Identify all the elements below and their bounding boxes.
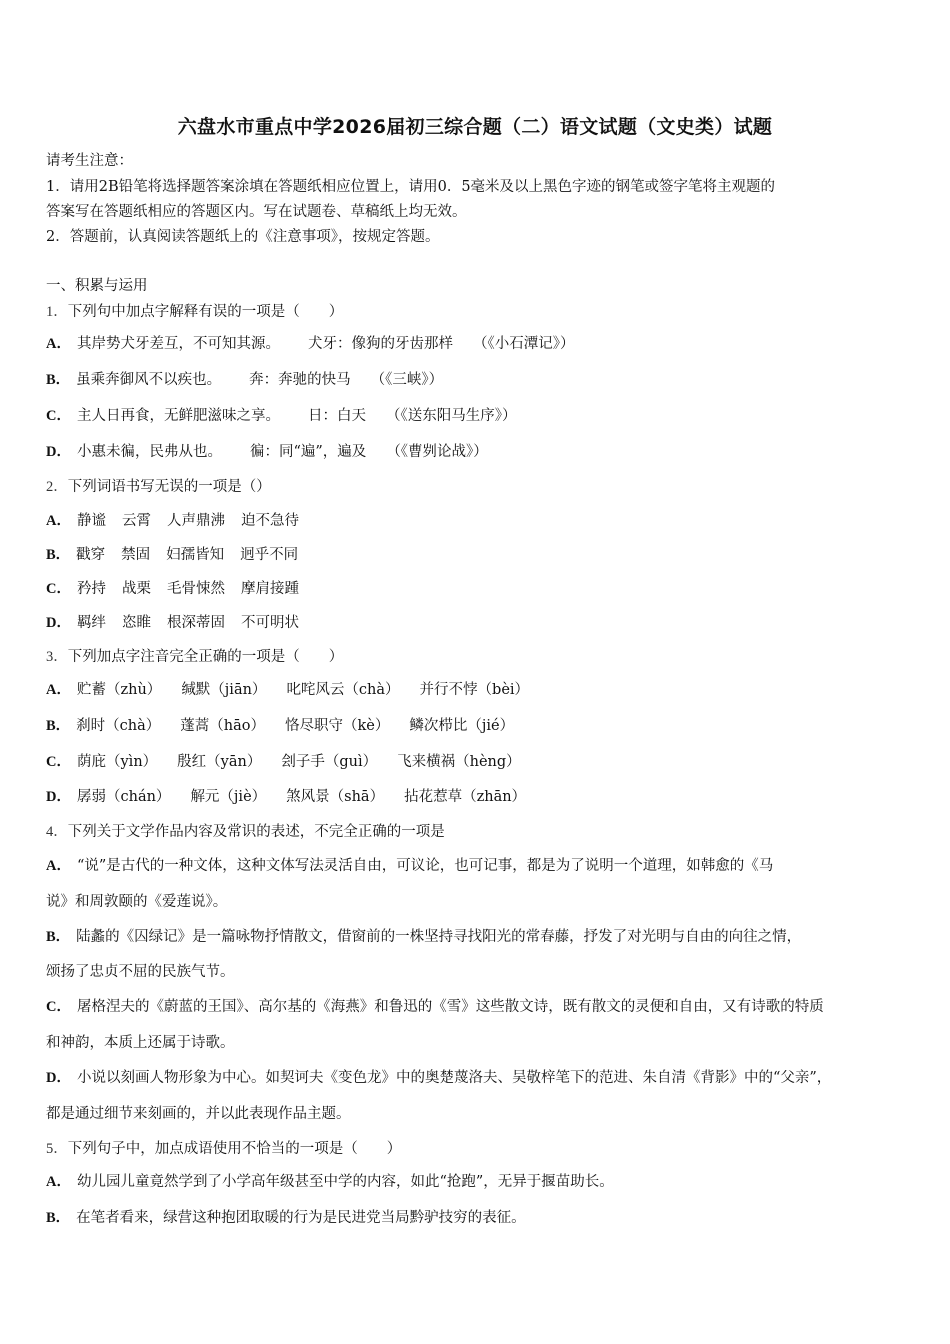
option-explanation: 日：白天 <box>307 408 366 424</box>
option-text: 主人日再食，无鲜肥滋味之享。 <box>76 408 280 424</box>
option-label: B． <box>46 1210 71 1226</box>
option-text: 幼儿园儿童竟然学到了小学高年级甚至中学的内容，如此“抢跑”，无异于揠苗助长。 <box>76 1174 614 1190</box>
option-word: 根深蒂固 <box>166 615 225 631</box>
option-word: 战栗 <box>121 581 151 597</box>
question-2-stem <box>46 477 271 497</box>
question-1-option-a <box>46 334 574 354</box>
question-1-option-d <box>46 442 488 462</box>
option-word: 飞来横祸（hèng） <box>397 754 521 770</box>
option-word: 缄默（jiān） <box>181 682 267 698</box>
page-title: 六盘水市重点中学2026届初三综合题（二）语文试题（文史类）试题 <box>177 116 773 138</box>
question-3-option-d <box>46 787 526 807</box>
option-label: D． <box>46 444 71 460</box>
question-text: 下列句子中，加点成语使用不恰当的一项是（ ） <box>67 1141 402 1157</box>
question-number: 4． <box>46 824 68 840</box>
option-source: （《小石潭记》） <box>472 336 575 352</box>
question-number: 1． <box>46 304 68 320</box>
option-label: D． <box>46 615 71 631</box>
option-label: C． <box>46 581 71 597</box>
option-text: 屠格涅夫的《蔚蓝的王国》、高尔基的《海燕》和鲁迅的《雪》这些散文诗，既有散文的灵便和自由，又有诗歌的特质 <box>76 999 824 1015</box>
option-label: A． <box>46 682 71 698</box>
option-label: B． <box>46 547 71 563</box>
question-4-option-b-line-2: 颂扬了忠贞不屈的民族气节。 <box>46 964 235 980</box>
option-label: A． <box>46 513 71 529</box>
option-word: 孱弱（chán） <box>76 789 171 805</box>
option-label: B． <box>46 372 71 388</box>
option-text: “说”是古代的一种文体，这种文体写法灵活自由，可议论，也可记事，都是为了说明一个道理，如韩愈的《马 <box>76 858 774 874</box>
question-number: 3． <box>46 649 68 665</box>
option-word: 刹时（chà） <box>76 718 161 734</box>
option-word: 矜持 <box>76 581 106 597</box>
option-word: 迥乎不同 <box>240 547 299 563</box>
option-word: 恪尽职守（kè） <box>285 718 390 734</box>
option-explanation: 奔：奔驰的快马 <box>249 372 351 388</box>
question-3-option-a <box>46 680 529 700</box>
question-text: 下列句中加点字解释有误的一项是（ ） <box>67 304 344 320</box>
option-word: 静谧 <box>76 513 106 529</box>
question-1-option-b <box>46 370 443 390</box>
question-3-stem <box>46 647 343 667</box>
option-word: 贮蓄（zhù） <box>76 682 162 698</box>
question-number: 2． <box>46 479 68 495</box>
question-3-option-c <box>46 752 521 772</box>
option-label: C． <box>46 408 71 424</box>
question-text: 下列词语书写无误的一项是（） <box>67 479 271 495</box>
option-source: （《三峡》） <box>370 372 444 388</box>
question-4-stem <box>46 822 445 842</box>
question-1-stem <box>46 302 343 322</box>
option-text: 陆蠡的《囚绿记》是一篇咏物抒情散文，借窗前的一株坚持寻找阳光的常春藤，抒发了对光明与自由的向往之情， <box>76 929 802 945</box>
question-3-option-b <box>46 716 514 736</box>
option-word: 羁绊 <box>76 615 106 631</box>
option-word: 云霄 <box>121 513 151 529</box>
question-4-option-d-line-2: 都是通过细节来刻画的，并以此表现作品主题。 <box>46 1106 351 1122</box>
question-4-option-a-line-2: 说》和周敦颐的《爱莲说》。 <box>46 894 228 910</box>
option-word: 煞风景（shā） <box>286 789 385 805</box>
option-label: D． <box>46 1070 71 1086</box>
notice-line-3: 2．答题前，认真阅读答题纸上的《注意事项》，按规定答题。 <box>46 229 440 245</box>
question-5-option-b <box>46 1208 526 1228</box>
question-5-option-a <box>46 1172 614 1192</box>
option-word: 蓬蒿（hāo） <box>180 718 265 734</box>
question-4-option-c-line-2: 和神韵，本质上还属于诗歌。 <box>46 1035 235 1051</box>
option-word: 摩肩接踵 <box>240 581 299 597</box>
option-word: 毛骨悚然 <box>166 581 225 597</box>
question-4-option-d-line-1 <box>46 1068 831 1088</box>
question-text: 下列加点字注音完全正确的一项是（ ） <box>67 649 344 665</box>
option-word: 叱咤风云（chà） <box>286 682 400 698</box>
question-2-option-a <box>46 511 299 531</box>
option-word: 并行不悖（bèi） <box>419 682 530 698</box>
option-word: 人声鼎沸 <box>166 513 225 529</box>
question-4-option-b-line-1 <box>46 927 801 947</box>
option-label: A． <box>46 336 71 352</box>
option-word: 不可明状 <box>240 615 299 631</box>
notice-heading: 请考生注意： <box>46 153 133 169</box>
question-2-option-d <box>46 613 299 633</box>
question-5-stem <box>46 1139 401 1159</box>
option-label: B． <box>46 718 71 734</box>
option-text: 小惠未徧，民弗从也。 <box>76 444 222 460</box>
notice-line-1: 1．请用2B铅笔将选择题答案涂填在答题纸相应位置上，请用0．5毫米及以上黑色字迹的钢笔或签字笔将主观题的 <box>46 179 776 195</box>
option-word: 荫庇（yìn） <box>76 754 158 770</box>
option-label: A． <box>46 858 71 874</box>
option-text: 小说以刻画人物形象为中心。如契诃夫《变色龙》中的奥楚蔑洛夫、吴敬梓笔下的范进、朱自清《背影》中的“父亲”， <box>76 1070 832 1086</box>
question-number: 5． <box>46 1141 68 1157</box>
option-explanation: 徧：同“遍”，遍及 <box>249 444 367 460</box>
option-word: 禁固 <box>121 547 151 563</box>
option-label: A． <box>46 1174 71 1190</box>
option-word: 殷红（yān） <box>177 754 262 770</box>
question-4-option-a-line-1 <box>46 856 773 876</box>
question-1-option-c <box>46 406 516 426</box>
option-text: 在笔者看来，绿营这种抱团取暖的行为是民进党当局黔驴技穷的表征。 <box>76 1210 526 1226</box>
option-word: 妇孺皆知 <box>166 547 225 563</box>
notice-line-2: 答案写在答题纸相应的答题区内。写在试题卷、草稿纸上均无效。 <box>46 204 467 220</box>
option-explanation: 犬牙：像狗的牙齿那样 <box>307 336 453 352</box>
option-text: 其岸势犬牙差互，不可知其源。 <box>76 336 280 352</box>
option-word: 戳穿 <box>76 547 106 563</box>
option-word: 刽子手（guì） <box>281 754 378 770</box>
question-2-option-c <box>46 579 299 599</box>
option-label: B． <box>46 929 71 945</box>
question-4-option-c-line-1 <box>46 997 824 1017</box>
option-word: 解元（jiè） <box>190 789 267 805</box>
option-source: （《曹刿论战》） <box>386 444 488 460</box>
section-heading: 一、积累与运用 <box>46 278 148 294</box>
option-label: D． <box>46 789 71 805</box>
option-source: （《送东阳马生序》） <box>385 408 517 424</box>
option-word: 鳞次栉比（jié） <box>409 718 515 734</box>
option-word: 迫不急待 <box>240 513 299 529</box>
question-text: 下列关于文学作品内容及常识的表述，不完全正确的一项是 <box>67 824 445 840</box>
option-label: C． <box>46 754 71 770</box>
option-word: 恣睢 <box>121 615 151 631</box>
option-label: C． <box>46 999 71 1015</box>
option-word: 拈花惹草（zhān） <box>404 789 527 805</box>
option-text: 虽乘奔御风不以疾也。 <box>76 372 222 388</box>
question-2-option-b <box>46 545 298 565</box>
